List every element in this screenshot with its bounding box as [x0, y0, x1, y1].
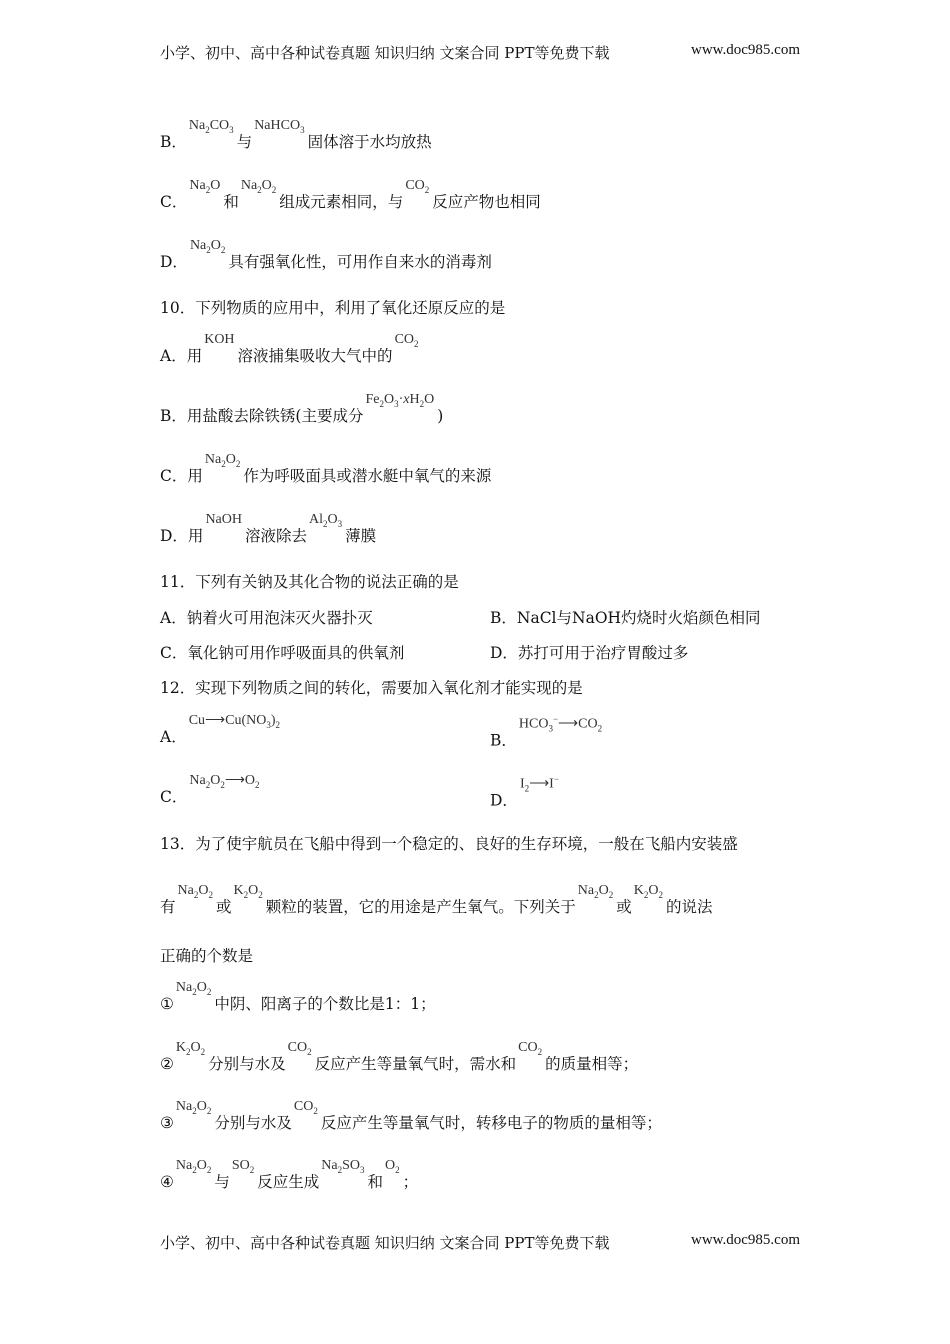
q13-statement-4: $④Na_2O_2$与$SO_2$反应生成$Na_2SO_3$和$O_2$； — [160, 1158, 419, 1191]
formula-na2o2: $Na_2O_2$ — [189, 238, 226, 255]
q12-option-d: D．$I_2⟶I^-$ — [490, 787, 562, 816]
formula-co2: $CO_2$ — [394, 332, 419, 349]
formula-na2o2: $Na_2O_2$ — [204, 452, 241, 469]
q9-option-c: C．$Na_2O$和$Na_2O_2$组成元素相同，与$CO_2$反应产物也相同 — [160, 178, 541, 211]
q10-option-c: C．用$Na_2O_2$作为呼吸面具或潜水艇中氧气的来源 — [160, 452, 492, 485]
formula-fe2o3-xh2o: $Fe_2O_3\cdot xH_2O$ — [365, 392, 435, 409]
formula-nahco3: NaHCO$_3$ — [254, 118, 305, 135]
header-text: 小学、初中、高中各种试卷真题 知识归纳 文案合同 PPT等免费下载 — [160, 44, 610, 62]
page-header — [160, 42, 800, 63]
formula-na2o2: $Na_2O_2$ — [175, 1099, 212, 1116]
formula-co2: $CO_2$ — [518, 1040, 543, 1057]
q10-option-b: B．用盐酸去除铁锈(主要成分$Fe_2O_3\cdot xH_2O$) — [160, 392, 444, 425]
q9-option-d: D．$Na_2O_2$具有强氧化性，可用作自来水的消毒剂 — [160, 238, 492, 271]
q13-statement-3: $③Na_2O_2$分别与水及$CO_2$反应产生等量氧气时，转移电子的物质的量相等； — [160, 1099, 662, 1132]
q11-option-a: A．钠着火可用泡沫灭火器扑灭 — [160, 609, 373, 627]
formula-k2o2: $K_2O_2$ — [233, 883, 263, 900]
q12-stem: 12．实现下列物质之间的转化，需要加入氧化剂才能实现的是 — [160, 679, 583, 697]
q11-option-c: C．氧化钠可用作呼吸面具的供氧剂 — [160, 644, 405, 662]
q11-option-d: D．苏打可用于治疗胃酸过多 — [490, 644, 689, 662]
q10-stem: 10．下列物质的应用中，利用了氧化还原反应的是 — [160, 299, 506, 317]
q11-stem: 11．下列有关钠及其化合物的说法正确的是 — [160, 573, 459, 591]
q10-option-a: A．用KOH溶液捕集吸收大气中的$CO_2$ — [160, 332, 419, 365]
q13-statement-2: $②K_2O_2$分别与水及$CO_2$反应产生等量氧气时，需水和$CO_2$的质量相等； — [160, 1040, 639, 1073]
formula-o2: $O_2$ — [385, 1158, 400, 1175]
q11-option-b: B．NaCl与NaOH灼烧时火焰颜色相同 — [490, 609, 761, 627]
formula-na2co3: $Na_2CO_3$ — [188, 118, 234, 135]
q12-option-a: A．$Cu⟶Cu(NO_3)_2$ — [160, 713, 281, 746]
formula-k2o2: $K_2O_2$ — [175, 1040, 206, 1057]
formula-k2o2: $K_2O_2$ — [633, 883, 663, 900]
footer-text: 小学、初中、高中各种试卷真题 知识归纳 文案合同 PPT等免费下载 — [160, 1234, 610, 1252]
q10-option-d: D．用NaOH溶液除去$Al_2O_3$薄膜 — [160, 512, 377, 545]
formula-so2: $SO_2$ — [231, 1158, 255, 1175]
reaction-na2o2-to-o2: $Na_2O_2⟶O_2$ — [189, 773, 260, 790]
formula-al2o3: $Al_2O_3$ — [309, 512, 343, 529]
formula-co2: $CO_2$ — [293, 1099, 318, 1116]
q12-option-c: C．$Na_2O_2⟶O_2$ — [160, 773, 260, 806]
formula-co2: $CO_2$ — [405, 178, 430, 195]
page-footer — [160, 1232, 800, 1253]
q12-option-b: B．$HCO_3^-⟶CO_2$ — [490, 727, 605, 756]
q13-statement-1: $①Na_2O_2$中阴、阳离子的个数比是1：1； — [160, 980, 436, 1013]
formula-na2so3: $Na_2SO_3$ — [321, 1158, 365, 1175]
header-url[interactable]: www.doc985.com — [690, 42, 800, 58]
formula-co2: $CO_2$ — [287, 1040, 312, 1057]
reaction-i2-to-iminus: $I_2⟶I^-$ — [519, 774, 559, 794]
q13-stem-line3: 正确的个数是 — [160, 947, 254, 965]
q13-stem-line2: 有$Na_2O_2$或$K_2O_2$颗粒的装置，它的用途是产生氧气。下列关于$Na_2O_2$或$K_2O_2$的说法 — [160, 883, 713, 916]
footer-url[interactable]: www.doc985.com — [690, 1232, 800, 1248]
q13-stem-line1: 13．为了使宇航员在飞船中得到一个稳定的、良好的生存环境，一般在飞船内安装盛 — [160, 835, 738, 853]
reaction-cu-to-cuno32: $Cu⟶Cu(NO_3)_2$ — [188, 713, 281, 730]
formula-na2o: $Na_2O$ — [189, 178, 221, 195]
formula-na2o2: $Na_2O_2$ — [175, 980, 212, 997]
reaction-hco3-to-co2: $HCO_3^-⟶CO_2$ — [518, 714, 603, 734]
formula-na2o2: $Na_2O_2$ — [577, 883, 614, 900]
formula-na2o2: $Na_2O_2$ — [240, 178, 277, 195]
formula-na2o2: $Na_2O_2$ — [177, 883, 213, 900]
formula-koh: KOH — [204, 332, 235, 347]
q9-option-b: B．$Na_2CO_3$与NaHCO$_3$固体溶于水均放热 — [160, 118, 432, 151]
formula-na2o2: $Na_2O_2$ — [175, 1158, 212, 1175]
formula-naoh: NaOH — [205, 512, 242, 527]
